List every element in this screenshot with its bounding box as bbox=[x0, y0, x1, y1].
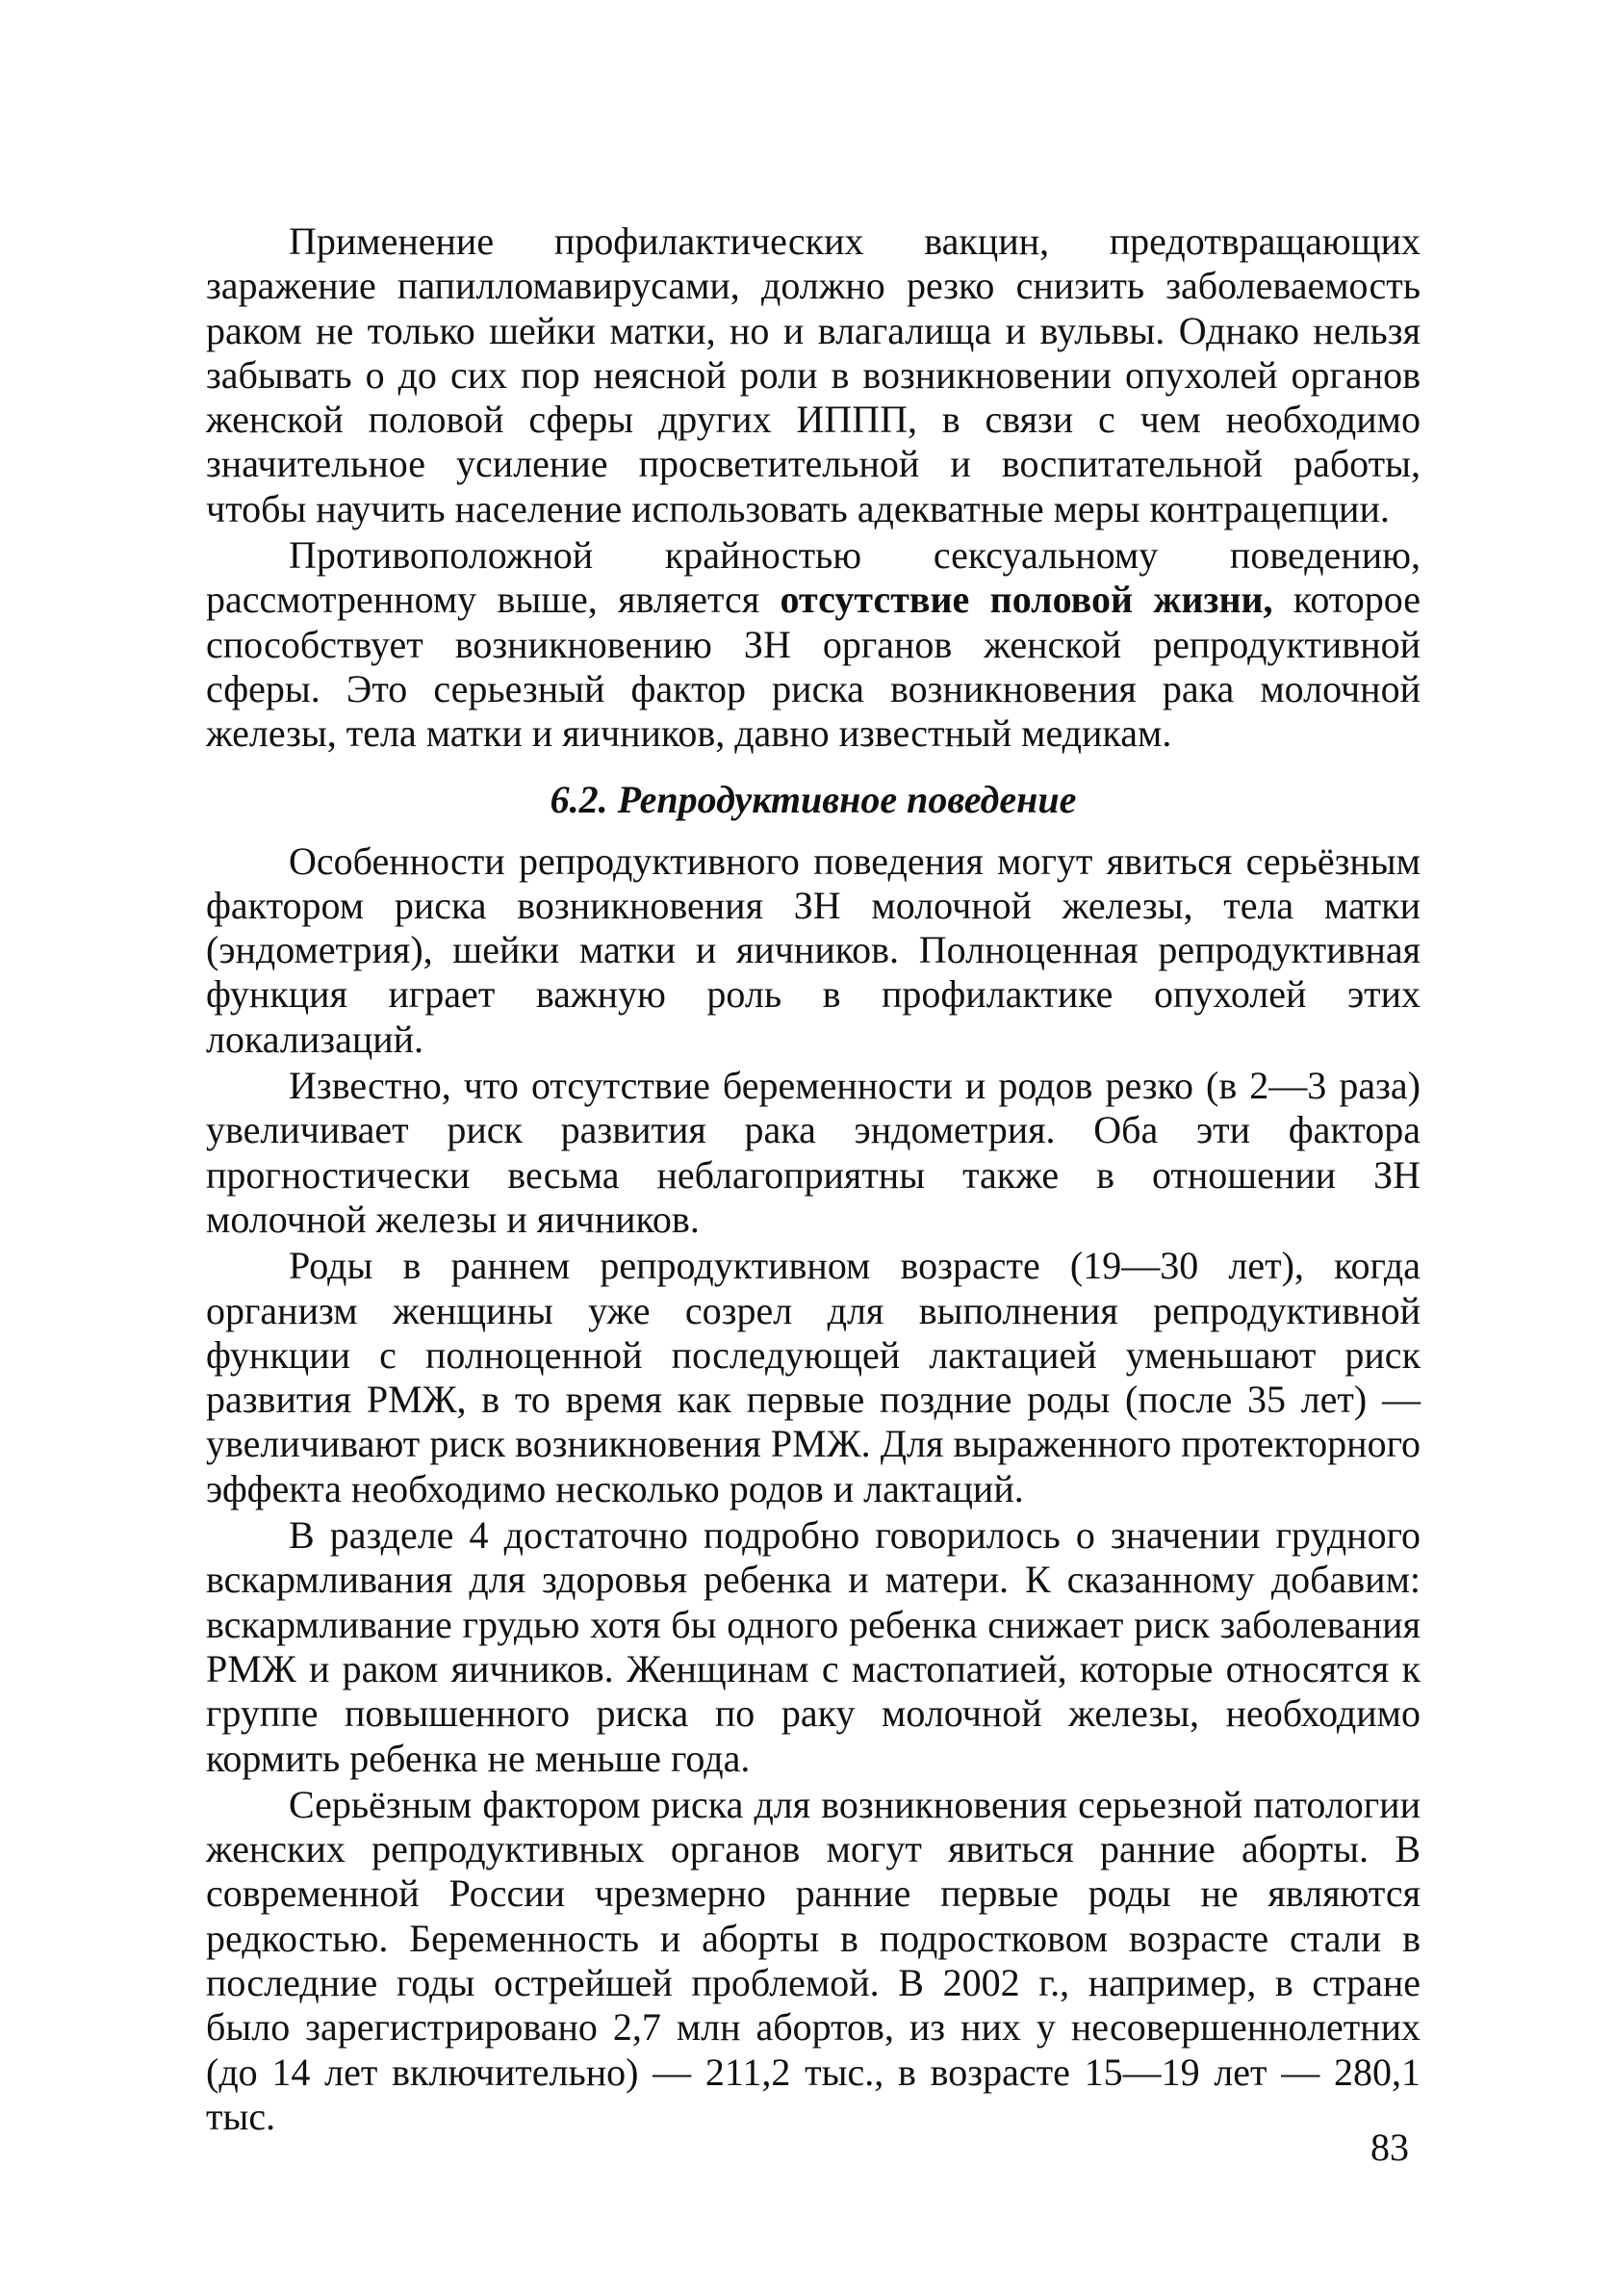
paragraph-breastfeeding: В разделе 4 достаточно подробно говорилось о значении грудного вскармливания для здоровья ребенка и матери. К сказанному добавим: вскармливание грудью хотя бы одного ребенка снижает риск заболевания РМЖ и раком яичников. Женщинам с мастопатией, которые относятся к группе повышенного риска по раку молочной железы, необходимо кормить ребенка не меньше года. bbox=[206, 1513, 1421, 1780]
paragraph-text-before-emphasis: Противоположной крайностью сексуальному поведению, рассмотренному выше, является bbox=[206, 533, 1421, 622]
emphasis-absence-of-sexual-life: отсутствие половой жизни, bbox=[780, 578, 1273, 622]
paragraph-reproductive-features: Особенности репродуктивного поведения могут явиться серьёзным фактором риска возникновения ЗН молочной железы, тела матки (эндометрия), шейки матки и яичников. Полноценная репродуктивная функция играет важную роль в профилактике опухолей этих локализаций. bbox=[206, 838, 1421, 1061]
page-number: 83 bbox=[1370, 2126, 1409, 2169]
paragraph-early-abortions: Серьёзным фактором риска для возникновения серьезной патологии женских репродуктивных органов могут явиться ранние аборты. В современной России чрезмерно ранние первые роды не являются редкостью. Беременность и аборты в подростковом возрасте стали в последние годы острейшей проблемой. В 2002 г., например, в стране было зарегистрировано 2,7 млн абортов, из них у несовершеннолетних (до 14 лет включительно) — 211,2 тыс., в возрасте 15—19 лет — 280,1 тыс. bbox=[206, 1782, 1421, 2138]
paragraph-absence-of-sexual-life bbox=[206, 533, 1421, 756]
paragraph-text-after-emphasis: которое способствует возникновению ЗН органов женской репродуктивной сферы. Это серьезный фактор риска возникновения рака молочной железы, тела матки и яичников, давно известный медикам. bbox=[206, 578, 1421, 756]
book-page bbox=[206, 219, 1421, 2139]
paragraph-no-pregnancy-risk: Известно, что отсутствие беременности и родов резко (в 2—3 раза) увеличивает риск развития рака эндометрия. Оба эти фактора прогностически весьма неблагоприятны также в отношении ЗН молочной железы и яичников. bbox=[206, 1064, 1421, 1241]
section-heading-reproductive-behavior: 6.2. Репродуктивное поведение bbox=[550, 777, 1077, 821]
paragraph-early-births: Роды в раннем репродуктивном возрасте (19—30 лет), когда организм женщины уже созрел для выполнения репродуктивной функции с полноценной последующей лактацией уменьшают риск развития РМЖ, в то время как первые поздние роды (после 35 лет) — увеличивают риск возникновения РМЖ. Для выраженного протекторного эффекта необходимо несколько родов и лактаций. bbox=[206, 1244, 1421, 1510]
paragraph-vaccines: Применение профилактических вакцин, предотвращающих заражение папилломавирусами, должно резко снизить заболеваемость раком не только шейки матки, но и влагалища и вульвы. Однако нельзя забывать о до сих пор неясной роли в возникновении опухолей органов женской половой сферы других ИППП, в связи с чем необходимо значительное усиление просветительной и воспитательной работы, чтобы научить население использовать адекватные меры контрацепции. bbox=[206, 219, 1421, 530]
